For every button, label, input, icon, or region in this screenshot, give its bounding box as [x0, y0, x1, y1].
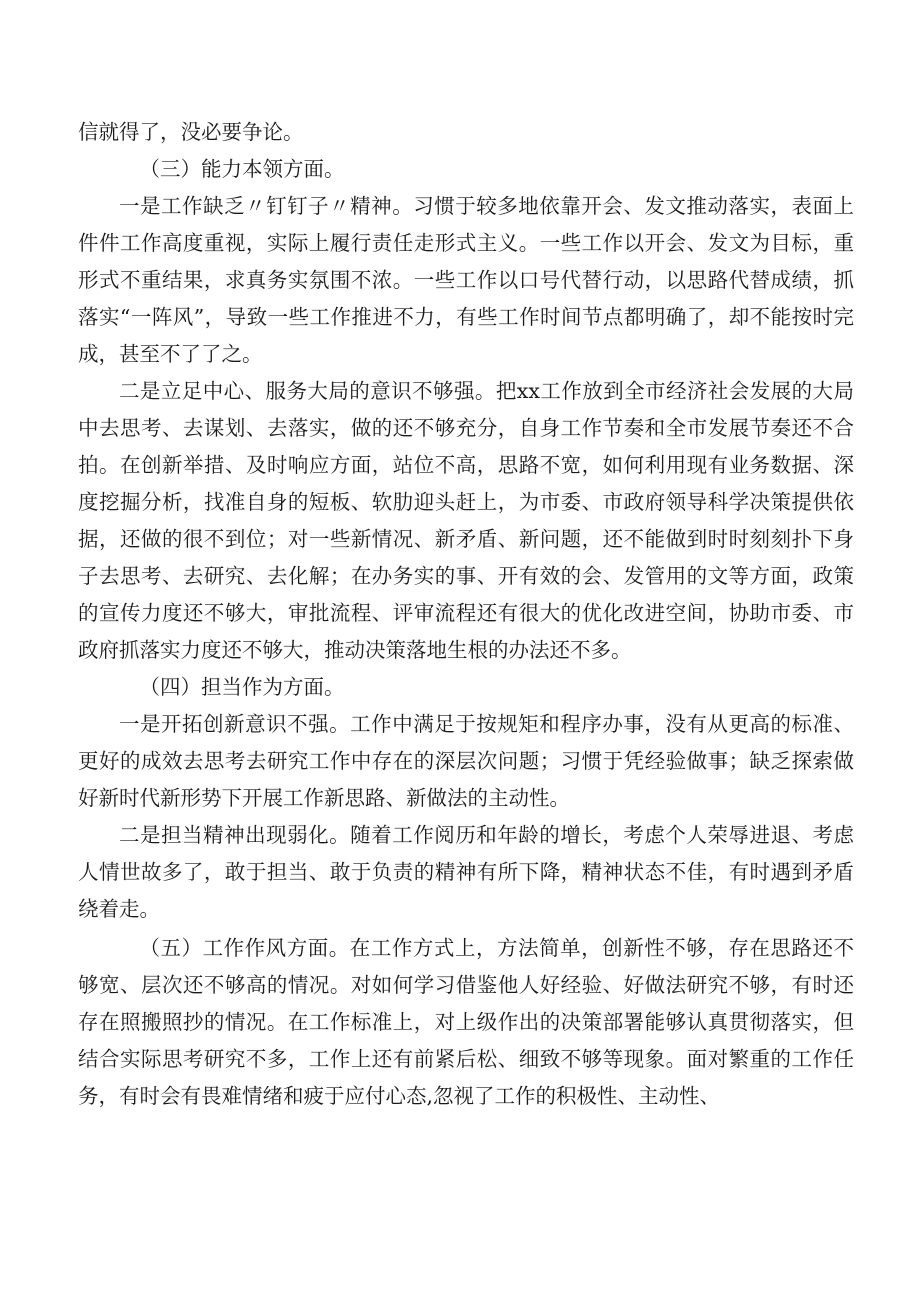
paragraph-ability-1: 一是工作缺乏〃钉钉子〃精神。习惯于较多地依靠开会、发文推动落实，表面上件件工作高度重视，实际上履行责任走形式主义。一些工作以开会、发文为目标，重形式不重结果，求真务实氛围不浓。一些工作以口号代替行动，以思路代替成绩，抓落实“一阵风”，导致一些工作推进不力，有些工作时间节点都明确了，却不能按时完成，甚至不了了之。	[78, 194, 854, 366]
section-heading-responsibility: （四）担当作为方面。	[139, 675, 345, 699]
paragraph-ability-2: 二是立足中心、服务大局的意识不够强。把xx工作放到全市经济社会发展的大局中去思考、去谋划、去落实，做的还不够充分，自身工作节奏和全市发展节奏还不合拍。在创新举措、及时响应方面，站位不高，思路不宽，如何利用现有业务数据、深度挖掘分析，找准自身的短板、软肋迎头赶上，为市委、市政府领导科学决策提供依据，还做的很不到位；对一些新情况、新矛盾、新问题，还不能做到时时刻刻扑下身子去思考、去研究、去化解；在办务实的事、开有效的会、发管用的文等方面，政策的宣传力度还不够大，审批流程、评审流程还有很大的优化改进空间，协助市委、市政府抓落实力度还不够大，推动决策落地生根的办法还不多。	[78, 379, 854, 662]
paragraph-responsibility-2: 二是担当精神出现弱化。随着工作阅历和年龄的增长，考虑个人荣辱进退、考虑人情世故多了，敢于担当、敢于负责的精神有所下降，精神状态不佳，有时遇到矛盾绕着走。	[78, 823, 854, 921]
paragraph-responsibility-1: 一是开拓创新意识不强。工作中满足于按规矩和程序办事，没有从更高的标准、更好的成效去思考去研究工作中存在的深层次问题；习惯于凭经验做事；缺乏探索做好新时代新形势下开展工作新思路、新做法的主动性。	[78, 712, 854, 810]
document-body	[78, 114, 854, 1115]
paragraph-work-style: （五）工作作风方面。在工作方式上，方法简单，创新性不够，存在思路还不够宽、层次还不够高的情况。对如何学习借鉴他人好经验、好做法研究不够，有时还存在照搬照抄的情况。在工作标准上，对上级作出的决策部署能够认真贯彻落实，但结合实际思考研究不多，工作上还有前紧后松、细致不够等现象。面对繁重的工作任务，有时会有畏难情绪和疲于应付心态,忽视了工作的积极性、主动性、	[78, 936, 854, 1108]
paragraph-continuation: 信就得了，没必要争论。	[78, 120, 304, 144]
section-heading-ability: （三）能力本领方面。	[139, 157, 345, 181]
